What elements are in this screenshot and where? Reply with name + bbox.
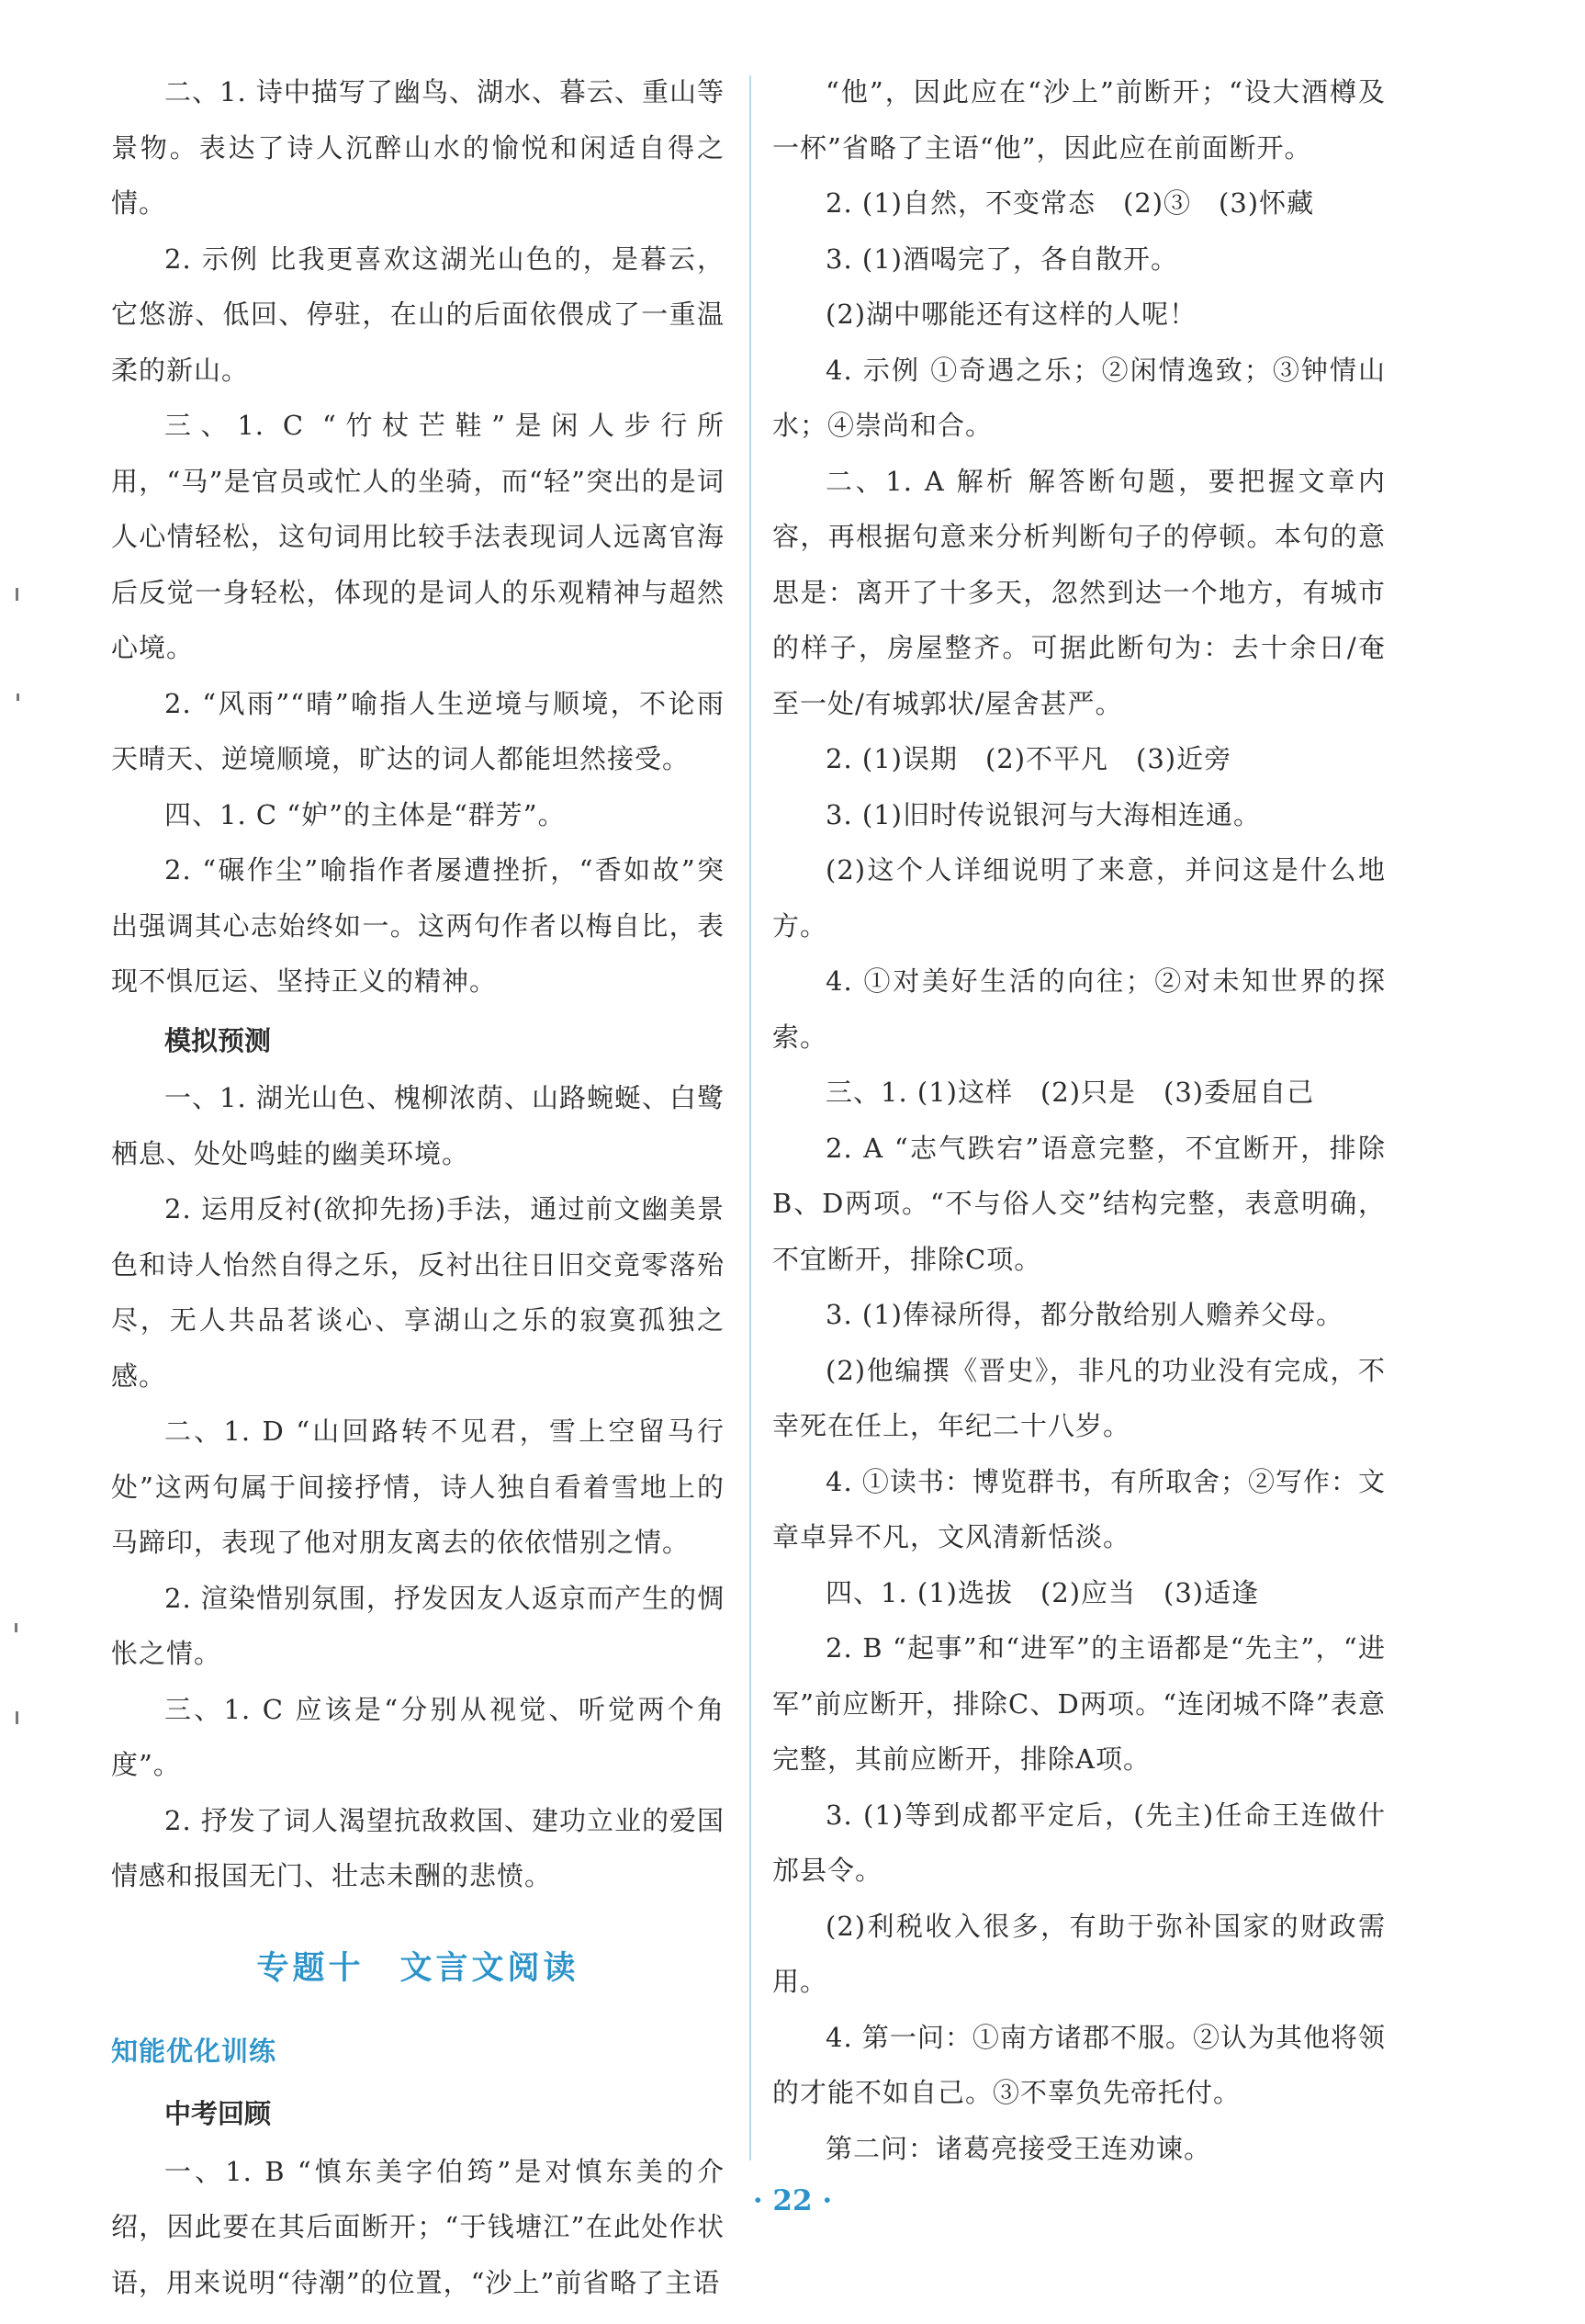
right-answers bbox=[772, 64, 1386, 2176]
answer-paragraph: 四、1. C “妒”的主体是“群芳”。 bbox=[164, 798, 566, 830]
left-answers-part-1 bbox=[111, 64, 725, 1010]
scan-mark bbox=[15, 1623, 17, 1632]
topic-title: 专题十 文言文阅读 bbox=[256, 1949, 579, 1987]
answer-paragraph: 二、1. D “山回路转不见君，雪上空留马行处”这两句属于间接抒情，诗人独自看着雪地上的马蹄印，表现了他对朋友离去的依依惜别之情。 bbox=[111, 1416, 725, 1558]
answer-paragraph: (2)这个人详细说明了来意，并问这是什么地方。 bbox=[772, 854, 1386, 942]
scan-mark bbox=[16, 1711, 18, 1724]
answer-paragraph: 2. 运用反衬(欲抑先扬)手法，通过前文幽美景色和诗人怡然自得之乐，反衬出往日旧交竟零落殆尽，无人共品茗谈心、享湖山之乐的寂寞孤独之感。 bbox=[111, 1193, 725, 1392]
answer-paragraph: 4. 示例 ①奇遇之乐；②闲情逸致；③钟情山水；④崇尚和合。 bbox=[772, 354, 1386, 441]
answer-paragraph: 2. 示例 比我更喜欢这湖光山色的，是暮云，它悠游、低回、停驻，在山的后面依偎成了一重温柔的新山。 bbox=[111, 243, 725, 386]
answer-paragraph: (2)利税收入很多，有助于弥补国家的财政需用。 bbox=[772, 1910, 1386, 1997]
answer-paragraph: 3. (1)等到成都平定后，(先主)任命王连做什邡县令。 bbox=[772, 1799, 1386, 1886]
answer-paragraph: 4. ①对美好生活的向往；②对未知世界的探索。 bbox=[772, 965, 1386, 1053]
scan-mark bbox=[17, 694, 19, 701]
answer-paragraph: 2. A “志气跌宕”语意完整，不宜断开，排除B、D两项。“不与俗人交”结构完整，表意明确，不宜断开，排除C项。 bbox=[772, 1132, 1386, 1275]
left-column bbox=[111, 64, 725, 2310]
answer-paragraph: 第二问：诸葛亮接受王连劝谏。 bbox=[826, 2132, 1212, 2164]
left-answers-part-2 bbox=[111, 1070, 725, 1904]
section-title: 知能优化训练 bbox=[111, 2035, 277, 2067]
answer-paragraph: (2)他编撰《晋史》，非凡的功业没有完成，不幸死在任上，年纪二十八岁。 bbox=[772, 1354, 1386, 1441]
answer-paragraph: 二、1. 诗中描写了幽鸟、湖水、暮云、重山等景物。表达了诗人沉醉山水的愉悦和闲适自得之情。 bbox=[111, 76, 725, 219]
answer-paragraph: 2. “风雨”“晴”喻指人生逆境与顺境，不论雨天晴天、逆境顺境，旷达的词人都能坦然接受。 bbox=[111, 687, 725, 774]
column-divider bbox=[749, 75, 751, 2160]
answer-paragraph: 4. 第一问：①南方诸郡不服。②认为其他将领的才能不如自己。③不辜负先帝托付。 bbox=[772, 2021, 1386, 2108]
answer-paragraph: 二、1. A 解析 解答断句题，要把握文章内容，再根据句意来分析判断句子的停顿。本句的意思是：离开了十多天，忽然到达一个地方，有城市的样子，房屋整齐。可据此断句为：去十余日/奄至一处/有城郭状/屋舍甚严。 bbox=[772, 465, 1386, 719]
answer-paragraph: 三、1. C 应该是“分别从视觉、听觉两个角度”。 bbox=[111, 1693, 725, 1780]
page-number: · 22 · bbox=[752, 2184, 833, 2217]
answer-paragraph: 三、1. C “竹杖芒鞋”是闲人步行所用，“马”是官员或忙人的坐骑，而“轻”突出的是词人心情轻松，这句词用比较手法表现词人远离官海后反觉一身轻松，体现的是词人的乐观精神与超然心境。 bbox=[111, 410, 725, 663]
answer-paragraph: 一、1. B “慎东美字伯筠”是对慎东美的介绍，因此要在其后面断开；“于钱塘江”在此处作状语，用来说明“待潮”的位置，“沙上”前省略了主语 bbox=[111, 2155, 725, 2298]
left-answers-part-3 bbox=[111, 2144, 725, 2311]
answer-paragraph: 一、1. 湖光山色、槐柳浓荫、山路蜿蜒、白鹭栖息、处处鸣蛙的幽美环境。 bbox=[111, 1082, 725, 1169]
scan-mark bbox=[16, 588, 18, 601]
review-heading: 中考回顾 bbox=[164, 2098, 272, 2129]
answer-paragraph: 2. 渲染惜别氛围，抒发因友人返京而产生的惆怅之情。 bbox=[111, 1582, 725, 1669]
answer-paragraph: (2)湖中哪能还有这样的人呢！ bbox=[826, 299, 1197, 330]
mock-heading: 模拟预测 bbox=[164, 1024, 272, 1056]
answer-paragraph: 四、1. (1)选拔 (2)应当 (3)适逢 bbox=[826, 1576, 1260, 1608]
answer-paragraph: 3. (1)旧时传说银河与大海相连通。 bbox=[826, 798, 1261, 830]
answer-paragraph: 2. (1)自然，不变常态 (2)③ (3)怀藏 bbox=[826, 187, 1315, 219]
answer-paragraph: 2. (1)误期 (2)不平凡 (3)近旁 bbox=[826, 743, 1232, 774]
answer-paragraph: 2. B “起事”和“进军”的主语都是“先主”，“进军”前应断开，排除C、D两项。“连闭城不降”表意完整，其前应断开，排除A项。 bbox=[772, 1632, 1386, 1775]
answer-paragraph: 2. 抒发了词人渴望抗敌救国、建功立业的爱国情感和报国无门、壮志未酬的悲愤。 bbox=[111, 1804, 725, 1891]
answer-paragraph: 三、1. (1)这样 (2)只是 (3)委屈自己 bbox=[826, 1077, 1315, 1108]
right-column bbox=[772, 64, 1386, 2176]
answer-paragraph: “他”，因此应在“沙上”前断开；“设大酒樽及一杯”省略了主语“他”，因此应在前面断开。 bbox=[772, 76, 1386, 164]
answer-paragraph: 3. (1)俸禄所得，都分散给别人赡养父母。 bbox=[826, 1299, 1343, 1330]
answer-paragraph: 4. ①读书：博览群书，有所取舍；②写作：文章卓异不凡，文风清新恬淡。 bbox=[772, 1465, 1386, 1552]
answer-paragraph: 2. “碾作尘”喻指作者屡遭挫折，“香如故”突出强调其心志始终如一。这两句作者以梅自比，表现不惧厄运、坚持正义的精神。 bbox=[111, 854, 725, 997]
answer-paragraph: 3. (1)酒喝完了，各自散开。 bbox=[826, 243, 1178, 275]
